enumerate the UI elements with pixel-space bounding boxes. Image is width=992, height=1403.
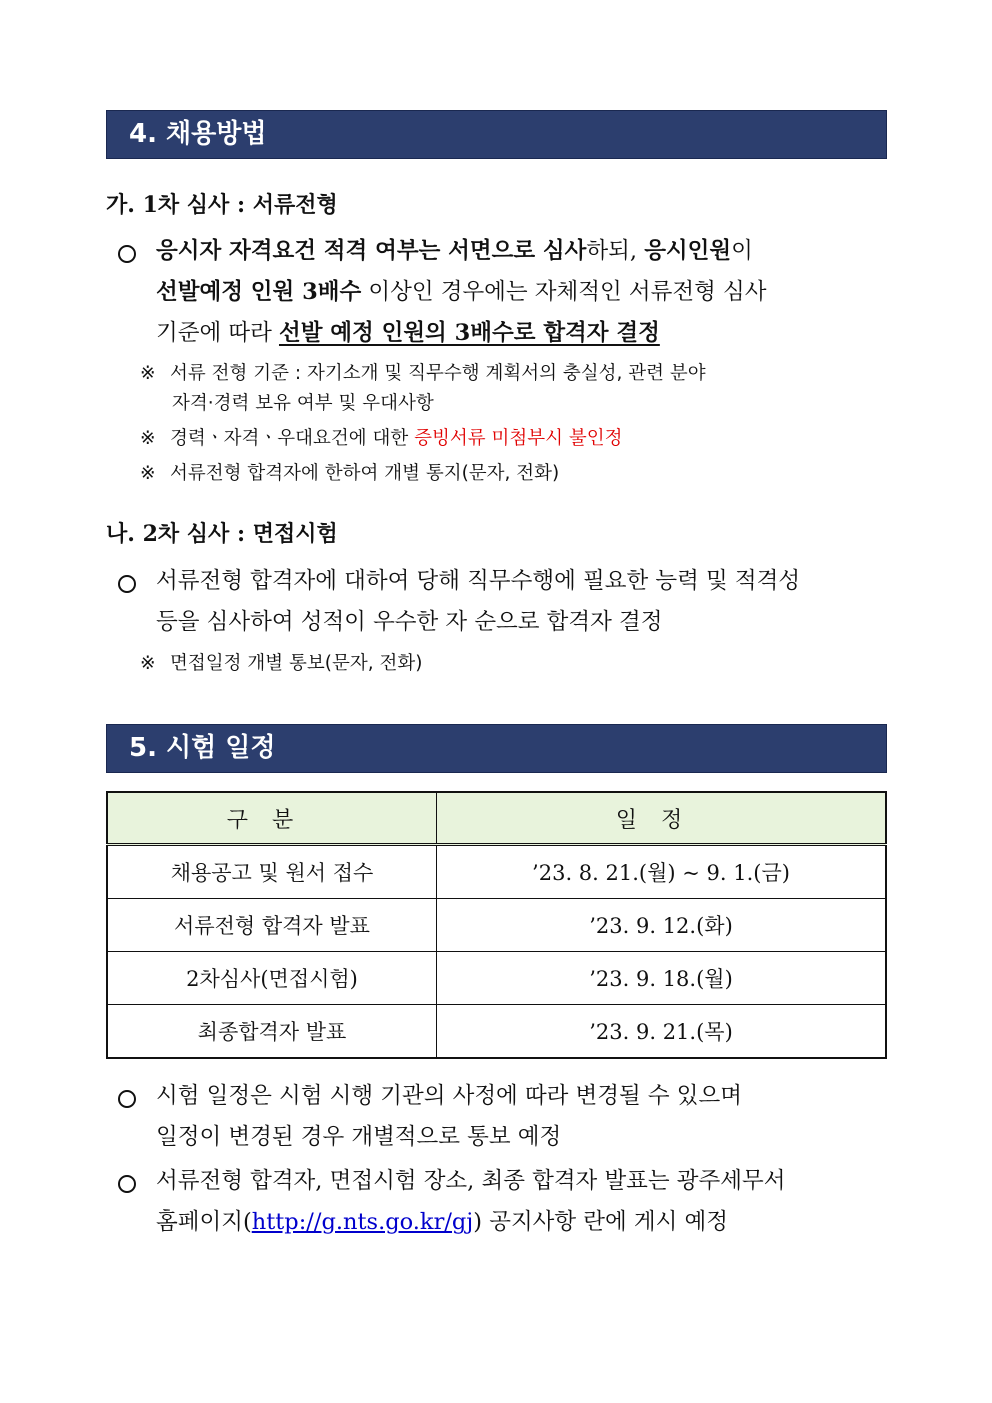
note-interview-schedule [140,649,422,679]
text: 이상인 경우에는 자체적인 서류전형 심사 [361,279,767,305]
note-text: 서류전형 합격자에 한하여 개별 통지(문자, 전화) [170,463,560,484]
paragraph-line: 일정이 변경된 경우 개별적으로 통보 예정 [156,1124,562,1150]
subheading-second-review: 나. 2차 심사 : 면접시험 [106,521,338,547]
circle-bullet-icon [118,1090,136,1108]
reference-mark-icon: ※ [140,653,156,674]
table-row [107,952,886,1005]
text-bold: 응시자 자격요건 적격 여부는 서면으로 심사 [156,238,587,264]
column-header-category: 구분 [107,792,437,845]
section-4-header [106,110,887,159]
paragraph-document-review [156,231,896,354]
table-cell: 2차심사(면접시험) [107,952,437,1005]
schedule-table [106,791,887,1059]
paragraph-line: 서류전형 합격자, 면접시험 장소, 최종 합격자 발표는 광주세무서 [156,1168,786,1194]
text: 기준에 따라 [156,320,279,346]
section-5-header [106,724,887,773]
text-bold: 선발예정 인원 3배수 [156,279,362,305]
note-text: 경력ㆍ자격ㆍ우대요건에 대한 [170,428,415,449]
reference-mark-icon: ※ [140,428,156,449]
circle-bullet-icon [118,575,136,593]
table-header-row [107,792,886,845]
reference-mark-icon: ※ [140,463,156,484]
paragraph-announcement [156,1161,785,1243]
paragraph-line: 시험 일정은 시험 시행 기관의 사정에 따라 변경될 수 있으며 [156,1083,743,1109]
table-cell: ’23. 9. 18.(월) [437,952,887,1005]
section-5-title: 5. 시험 일정 [129,733,276,763]
subheading-first-review: 가. 1차 심사 : 서류전형 [106,192,338,218]
note-review-criteria [140,359,890,419]
text-bold: 응시인원 [644,238,732,264]
note-evidence-required [140,424,622,454]
paragraph-line: 등을 심사하여 성적이 우수한 자 순으로 합격자 결정 [156,609,663,635]
text: 홈페이지( [156,1209,252,1235]
paragraph-schedule-change [156,1076,742,1158]
text: 하되, [586,238,645,264]
paragraph-line: 서류전형 합격자에 대하여 당해 직무수행에 필요한 능력 및 적격성 [156,568,801,594]
text: 이 [731,238,753,264]
note-text: 서류 전형 기준 : 자기소개 및 직무수행 계획서의 충실성, 관련 분야 [170,363,706,384]
table-row [107,899,886,952]
table-cell: 채용공고 및 원서 접수 [107,845,437,899]
note-text: 면접일정 개별 통보(문자, 전화) [170,653,423,674]
table-cell: ’23. 8. 21.(월) ~ 9. 1.(금) [437,845,887,899]
reference-mark-icon: ※ [140,363,156,384]
note-text: 자격·경력 보유 여부 및 우대사항 [172,393,434,414]
table-cell: ’23. 9. 21.(목) [437,1005,887,1059]
note-individual-notice [140,459,559,489]
text-bold-underlined: 선발 예정 인원의 3배수로 합격자 결정 [278,320,660,346]
column-header-schedule: 일정 [437,792,887,845]
table-row [107,1005,886,1059]
text: ) 공지사항 란에 게시 예정 [473,1209,729,1235]
table-cell: 최종합격자 발표 [107,1005,437,1059]
section-4-title: 4. 채용방법 [129,119,267,149]
note-warning-text: 증빙서류 미첨부시 불인정 [414,428,623,449]
table-cell: 서류전형 합격자 발표 [107,899,437,952]
homepage-link[interactable]: http://g.nts.go.kr/gj [251,1209,474,1235]
table-cell: ’23. 9. 12.(화) [437,899,887,952]
circle-bullet-icon [118,245,136,263]
table-row [107,845,886,899]
circle-bullet-icon [118,1175,136,1193]
paragraph-interview [156,561,800,643]
